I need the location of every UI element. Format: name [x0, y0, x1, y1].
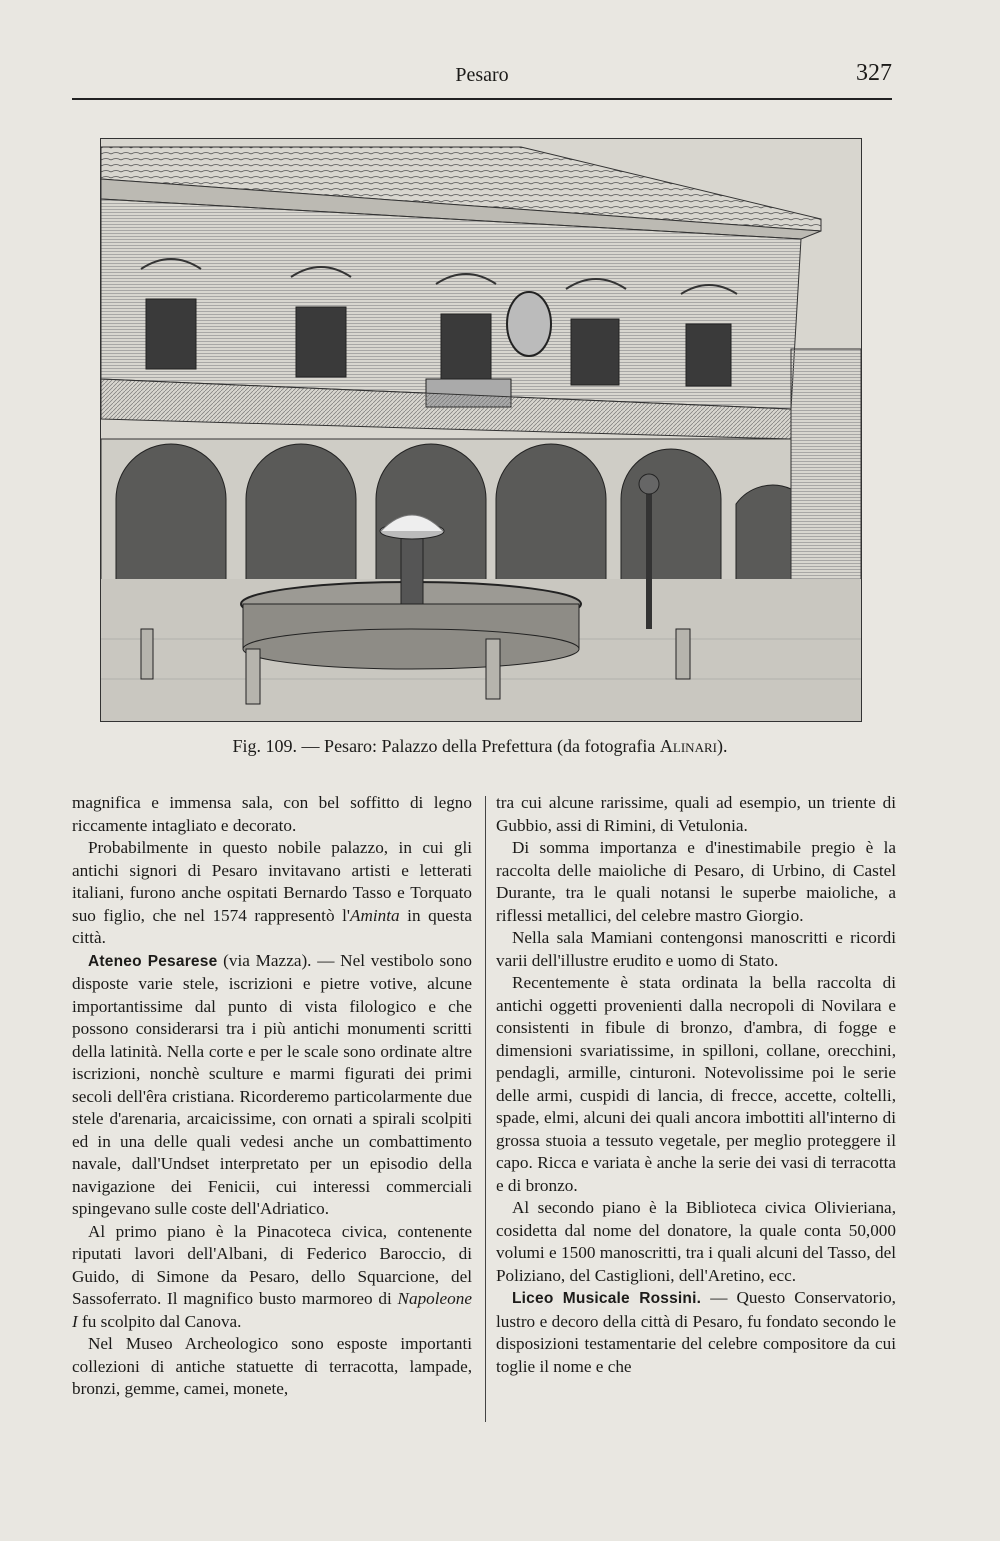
engraving-palazzo-prefettura: [100, 138, 862, 722]
running-header: [72, 60, 892, 100]
italic-title: Aminta: [349, 905, 400, 925]
paragraph: Di somma importanza e d'inestimabile pregio è la raccolta delle maioliche di Pesaro, di Urbino, di Castel Durante, tra le quali notansi le superbe maioliche, a riflessi metallici, del celebre mastro Giorgio.: [496, 838, 896, 925]
right-column: [496, 792, 896, 1378]
caption-photographer: Alinari: [659, 736, 717, 756]
paragraph: Nel Museo Archeologico sono esposte importanti collezioni di antiche statuette di terracotta, lampade, bronzi, gemme, camei, monete,: [72, 1334, 472, 1398]
section-heading-liceo: Liceo Musicale Rossini.: [512, 1290, 702, 1307]
caption-end: ).: [716, 736, 728, 756]
running-title: Pesaro: [455, 64, 509, 86]
paragraph: [72, 837, 472, 950]
paragraph-text: Probabilmente in questo nobile palazzo, in cui gli antichi signori di Pesaro invitavano artisti e letterati italiani, furono anche ospitati Bernardo Tasso e Torquato suo figlio, che nel 1574 rappresentò l': [72, 838, 472, 925]
paragraph-text: in questa città.: [72, 905, 472, 947]
paragraph: magnifica e immensa sala, con bel soffitto di legno riccamente intagliato e decorato.: [72, 793, 472, 835]
italic-name: Napoleone I: [72, 1289, 472, 1331]
paragraph: Nella sala Mamiani contengonsi manoscritti e ricordi varii dell'illustre erudito e uomo di Stato.: [496, 928, 896, 970]
paragraph: tra cui alcune rarissime, quali ad esempio, un triente di Gubbio, assi di Rimini, di Vetulonia.: [496, 793, 896, 835]
figure-caption: [100, 736, 860, 757]
page-number: 327: [856, 60, 892, 86]
caption-text: Fig. 109. — Pesaro: Palazzo della Prefettura (da fotografia: [232, 736, 660, 756]
paragraph: Al secondo piano è la Biblioteca civica Olivieriana, cosidetta dal nome del donatore, la quale conta 50,000 volumi e 1500 manoscritti, tra i quali alcuni del Tasso, del Poliziano, del Castiglioni, dell'Aretino, ecc.: [496, 1198, 896, 1285]
paragraph: [496, 1287, 896, 1378]
column-divider: [485, 796, 486, 1422]
paragraph: [72, 950, 472, 1221]
paragraph: [72, 1221, 472, 1334]
paragraph-text: fu scolpito dal Canova.: [77, 1311, 242, 1331]
left-column: [72, 792, 472, 1401]
paragraph-text: (via Mazza). — Nel vestibolo sono disposte varie stele, iscrizioni e pietre votive, alcune importantissime dal punto di vista filologico e che possono considerarsi tra i più antichi monumenti scritti della latinità. Nella corte e per le scale sono ordinate altre iscrizioni, nonchè sculture e marmi figurati dei primi secoli dell'êra cristiana. Ricorderemo particolarmente due stele d'arenaria, arcaicissime, con ornati a spirali scolpiti ed in una delle quali vedesi anche un combattimento navale, dall'Undset interpretato per un episodio della navigazione dei Fenicii, cui interessi commerciali spingevano sulle coste dell'Adriatico.: [72, 950, 473, 1218]
paragraph-text: Al primo piano è la Pinacoteca civica, contenente riputati lavori dell'Albani, di Federico Baroccio, di Guido, di Simone da Pesaro, dello Squarcione, del Sassoferrato. Il magnifico busto marmoreo di: [72, 1221, 472, 1308]
section-heading-ateneo: Ateneo Pesarese: [88, 952, 218, 970]
paragraph: Recentemente è stata ordinata la bella raccolta di antichi oggetti provenienti dalla necropoli di Novilara e consistenti in fibule di bronzo, d'ambra, di fogge e dimensioni svariatissime, in spilloni, collane, orecchini, pendagli, armille, cinturoni. Notevolissime poi le serie delle armi, cuspidi di lancia, di frecce, accette, coltelli, spade, elmi, alcuni dei quali ancora imbottiti all'interno di grossa stuoia a tessuto vegetale, per meglio proteggere il capo. Ricca e variata è anche la serie dei vasi di terracotta e di bronzo.: [496, 973, 896, 1195]
paragraph-text: — Questo Conservatorio, lustro e decoro della città di Pesaro, fu fondato secondo le disposizioni testamentarie del celebre compositore da cui toglie il nome e che: [496, 1288, 896, 1376]
header-rule: [72, 98, 892, 100]
